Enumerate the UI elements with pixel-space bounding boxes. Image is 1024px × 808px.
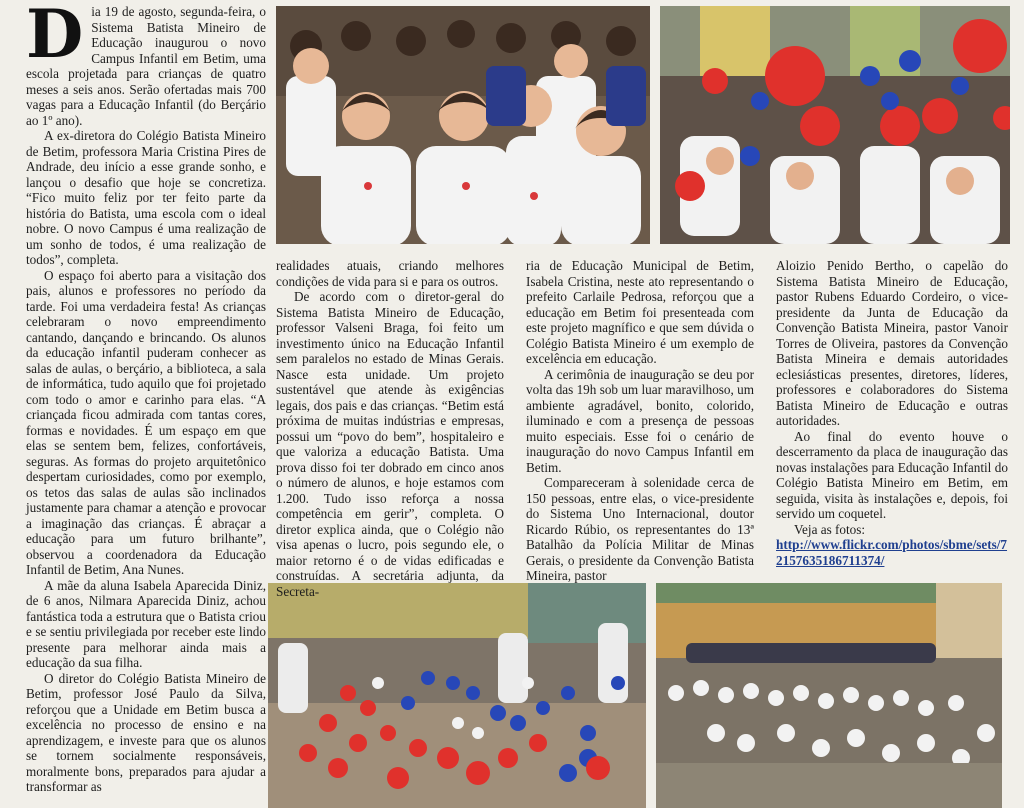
article-column-2 [276,258,504,599]
paragraph: ria de Educação Municipal de Betim, Isabela Cristina, neste ato representando o prefeito Carlaile Pedrosa, reforçou que a educação em Betim foi presenteada com este projeto magnífico e que sem dúvida o Colégio Batista Mineiro é um exemplo de excelência em educação. [526,258,754,366]
paragraph: O espaço foi aberto para a visitação dos pais, alunos e professores no período da tarde. Foi uma verdadeira festa! As crianças celebraram o novo empreendimento cantando, dançando e brincando. Os alunos da educação infantil puderam conhecer as salas de aulas, o berçário, a biblioteca, a sala de informática, tudo aquilo que foi projetado com todo o amor e carinho para elas. “A criançada ficou admirada com tantas cores, formas e novidades. É um espaço em que elas se sentem bem, felizes, confortáveis, seguras. As formas do projeto arquitetônico despertam curiosidades, como por exemplo, os tetos das salas de aulas são inclinados justamente para chamar a atenção e provocar a imaginação das crianças. É abraçar a educação para um futuro brilhante”, observou a coordenadora da Educação Infantil de Betim, Ana Nunes. [26,267,266,577]
drop-cap: D [26,0,84,73]
article-column-3 [526,258,754,584]
paragraph: ia 19 de agosto, segunda-feira, o Sistema Batista Mineiro de Educação inaugurou o novo Campus Infantil em Betim, uma escola projetada para crianças de quatro meses a seis anos. Serão ofertadas mais 700 vagas para a Educação Infantil (do Berçário ao 1º ano). [26,4,266,128]
article-column-1 [26,0,266,795]
paragraph: A ex-diretora do Colégio Batista Mineiro de Betim, professora Maria Cristina Pires de Andrade, deu início a esse grande sonho, e lançou o desafio que hoje se concretiza. “Fico muito feliz por ter feito parte da história do Batista, uma escola com o ideal nobre. O novo Campus é uma realização de um sonho de todos, é uma realização de todos”, completa. [26,128,266,267]
article-column-4 [776,258,1008,568]
paragraph: A mãe da aluna Isabela Aparecida Diniz, de 6 anos, Nilmara Aparecida Diniz, achou fantástica toda a estrutura que o Batista criou e se sentiu privilegiada por receber este lindo presente para melhorar ainda mais a educação da sua filha. [26,577,266,670]
paragraph: Ao final do evento houve o descerramento da placa de inauguração das novas instalações para Educação Infantil do Colégio Batista Mineiro em Betim, em seguida, visita às instalações e, depois, foi servido um coquetel. [776,428,1008,521]
photo-children-praying [276,6,650,244]
photos-label: Veja as fotos: [794,521,866,537]
paragraph: A cerimônia de inauguração se deu por volta das 19h sob um luar maravilhoso, um ambiente agradável, bonito, colorido, iluminado e com a presença de pessoas muito especiais. Esse foi o cenário de inauguração do novo Campus Infantil em Betim. [526,366,754,475]
flickr-link[interactable]: http://www.flickr.com/photos/sbme/sets/72157635186711374/ [776,537,1008,568]
paragraph: Aloizio Penido Bertho, o capelão do Sistema Batista Mineiro de Educação, pastor Rubens Eduardo Cordeiro, o vice-presidente da Junta de Educação da Convenção Batista Mineira, pastor Vanoir Torres de Oliveira, pastores da Convenção Batista Mineira e demais autoridades eclesiásticas presentes, diretores, líderes, professores e colaboradores do Sistema Batista Mineiro de Educação e outras autoridades. [776,258,1008,428]
paragraph: O diretor do Colégio Batista Mineiro de Betim, professor José Paulo da Silva, reforçou que a Unidade em Betim busca a excelência no processo de ensino e na aprendizagem, e investe para que os alunos se tornem socialmente responsáveis, moralmente bons, preparados para ajudar a transformar as [26,670,266,794]
photo-children-courtyard [656,583,1002,808]
photo-balloons-crowd [660,6,1010,244]
paragraph: realidades atuais, criando melhores condições de vida para si e para os outros. [276,258,504,289]
paragraph: De acordo com o diretor-geral do Sistema Batista Mineiro de Educação, professor Valseni Braga, foi feito um investimento único na Educação Infantil sem paralelos no estado de Minas Gerais. Nasce esta unidade. Um projeto sustentável que atende às exigências legais, dos pais e das crianças. “Betim está próxima de muitas indústrias e empresas, possui um “povo do bem”, hospitaleiro e que valoriza a educação Batista. Uma prova disso foi ter dobrado em cinco anos o número de alunos, e hoje estamos com 1.200. Tudo isso reforça a nossa competência em gerir”, completa. O diretor explica ainda, que o Colégio não visa apenas o lucro, pois segundo ele, o maior retorno é o de vidas edificadas e construídas. A secretária adjunta, da Secreta- [276,289,504,599]
paragraph: Compareceram à solenidade cerca de 150 pessoas, entre elas, o vice-presidente do Sistema Uno Internacional, doutor Ricardo Rúbio, os representantes do 13ª Batalhão da Polícia Militar de Minas Gerais, o presidente da Convenção Batista Mineira, pastor [526,475,754,583]
photo-event-balloons-floor [268,583,646,808]
